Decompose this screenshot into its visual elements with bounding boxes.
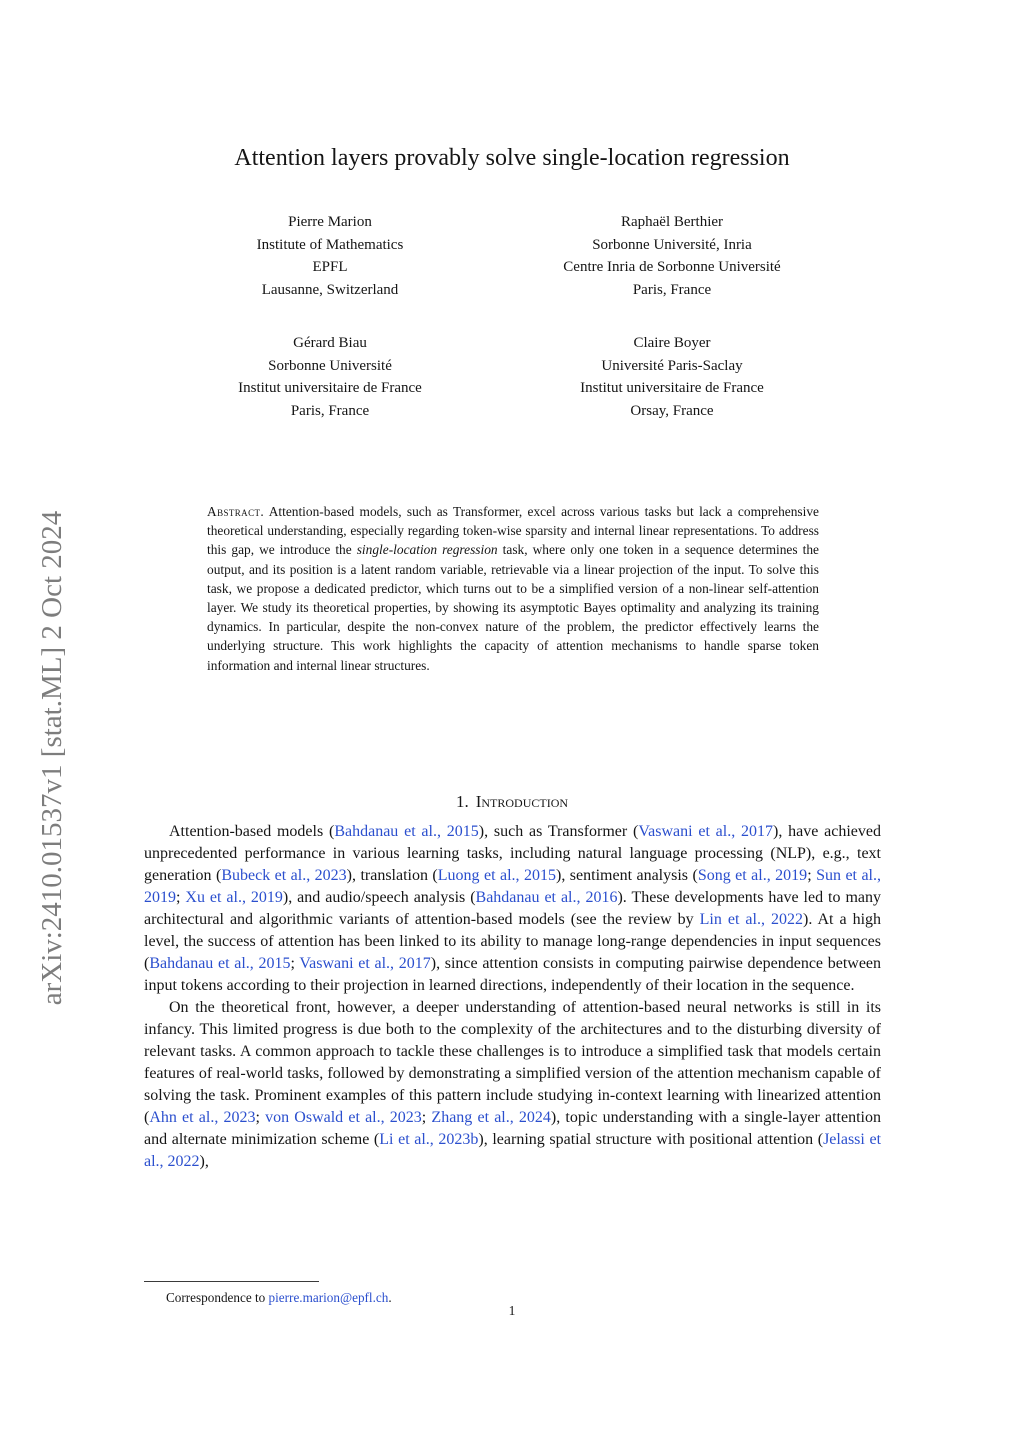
arxiv-watermark	[36, 450, 68, 1066]
citation-link[interactable]: Bahdanau et al., 2015	[149, 955, 291, 972]
text-run: Attention-based models (	[169, 823, 335, 840]
author-affiliation: Orsay, France	[630, 402, 714, 419]
text-run: ;	[807, 867, 817, 884]
section-title: Introduction	[475, 792, 569, 811]
text-run: ;	[290, 955, 300, 972]
body-text	[144, 821, 881, 1173]
text-run: task, where only one token in a sequence determines the output, and its position is a latent random variable, retrievable via a linear projection of the input. To solve this task, we propose a dedicated predictor, which turns out to be a simplified version of a non-linear self-attention layer. We study its theoretical properties, by showing its asymptotic Bayes optimality and analyzing its training dynamics. In particular, despite the non-convex nature of the problem, the predictor effectively learns the underlying structure. This work highlights the capacity of attention mechanisms to handle sparse token information and internal linear structures.	[207, 542, 819, 673]
author-affiliation: Sorbonne Université	[268, 357, 392, 374]
citation-link[interactable]: Vaswani et al., 2017	[299, 955, 431, 972]
author-block	[159, 211, 843, 422]
author-affiliation: Paris, France	[290, 402, 370, 419]
citation-link[interactable]: Zhang et al., 2024	[431, 1109, 551, 1126]
text-run: ), have achieved unprecedented performance in various learning tasks, including natural language processing (NLP), e.g., text generation (	[144, 823, 881, 884]
abstract	[207, 502, 819, 675]
task-name-italic: single-location regression	[356, 542, 498, 558]
author-affiliation: Paris, France	[632, 281, 712, 298]
author-affiliation: Sorbonne Université, Inria	[592, 236, 752, 253]
citation-link[interactable]: Ahn et al., 2023	[149, 1109, 256, 1126]
author-affiliation: Institut universitaire de France	[238, 380, 422, 396]
text-run: Correspondence to	[166, 1290, 269, 1305]
section-number: 1.	[455, 792, 469, 811]
author-affiliation: Institute of Mathematics	[256, 236, 404, 253]
arxiv-id-text: arXiv:2410.01537v1 [stat.ML] 2 Oct 2024	[36, 510, 68, 1006]
author-affiliation: Institut universitaire de France	[580, 380, 764, 396]
author-card	[159, 332, 501, 422]
citation-link[interactable]: Luong et al., 2015	[437, 867, 557, 884]
author-card	[501, 332, 843, 422]
author-card	[501, 211, 843, 301]
page-number: 1	[508, 1303, 516, 1318]
text-run: ),	[199, 1153, 209, 1170]
text-run: ), topic understanding with a single-layer attention and alternate minimization scheme (	[144, 1109, 881, 1148]
text-run: .	[388, 1290, 392, 1305]
author-affiliation: EPFL	[312, 259, 348, 275]
citation-link[interactable]: Song et al., 2019	[697, 867, 808, 884]
citation-link[interactable]: Bubeck et al., 2023	[221, 867, 347, 884]
citation-link[interactable]: Bahdanau et al., 2016	[475, 889, 618, 906]
citation-link[interactable]: Bahdanau et al., 2015	[334, 823, 479, 840]
author-card	[159, 211, 501, 301]
author-name: Raphaël Berthier	[620, 214, 724, 230]
text-run: ), such as Transformer (	[478, 823, 639, 840]
author-name: Claire Boyer	[633, 335, 711, 351]
author-name: Gérard Biau	[293, 335, 367, 351]
citation-link[interactable]: Jelassi et al., 2022	[144, 1131, 882, 1170]
text-run: ), sentiment analysis (	[556, 867, 698, 884]
text-run: On the theoretical front, however, a deeper understanding of attention-based neural networks is still in its infancy. This limited progress is due both to the complexity of the architectures and to the disturbing diversity of relevant tasks. A common approach to tackle these challenges is to introduce a simplified task that models certain features of real-world tasks, followed by demonstrating a simplified version of the attention mechanism capable of solving the task. Prominent examples of this pattern include studying in-context learning with linearized attention (	[144, 999, 881, 1126]
author-affiliation: Lausanne, Switzerland	[261, 281, 399, 298]
citation-link[interactable]: Li et al., 2023b	[379, 1131, 479, 1148]
citation-link[interactable]: Xu et al., 2019	[185, 889, 283, 906]
author-affiliation: Université Paris-Saclay	[601, 357, 743, 374]
text-run: Attention-based models, such as Transformer, excel across various tasks but lack a comprehensive theoretical understanding, especially regarding token-wise sparsity and internal linear representations. To address this gap, we introduce the	[207, 504, 819, 558]
text-run: ;	[255, 1109, 266, 1126]
section-heading	[0, 792, 1024, 812]
citation-link[interactable]: von Oswald et al., 2023	[265, 1109, 422, 1126]
footnote-rule	[144, 1281, 319, 1282]
text-run: ;	[176, 889, 186, 906]
author-affiliation: Centre Inria de Sorbonne Université	[563, 259, 781, 275]
text-run: ;	[421, 1109, 432, 1126]
paragraph-intro-2	[144, 997, 881, 1173]
citation-link[interactable]: Lin et al., 2022	[699, 911, 803, 928]
paragraph-intro-1	[144, 821, 881, 997]
text-run: ). These developments have led to many architectural and algorithmic variants of attention-based models (see the review by	[144, 889, 881, 928]
paper-title: Attention layers provably solve single-location regression	[234, 145, 790, 171]
text-run: ). At a high level, the success of attention has been linked to its ability to manage long-range dependencies in input sequences (	[144, 911, 882, 972]
citation-link[interactable]: Sun et al., 2019	[144, 867, 881, 906]
author-name: Pierre Marion	[288, 214, 372, 230]
text-run: ), since attention consists in computing pairwise dependence between input tokens according to their projection in learned directions, independently of their location in the sequence.	[144, 955, 882, 994]
citation-link[interactable]: Vaswani et al., 2017	[638, 823, 774, 840]
text-run: ), translation (	[346, 867, 438, 884]
abstract-label: Abstract.	[207, 504, 265, 519]
text-run: ), and audio/speech analysis (	[282, 889, 476, 906]
text-run: ), learning spatial structure with positional attention (	[478, 1131, 824, 1148]
email-link[interactable]: pierre.marion@epfl.ch	[268, 1290, 389, 1305]
